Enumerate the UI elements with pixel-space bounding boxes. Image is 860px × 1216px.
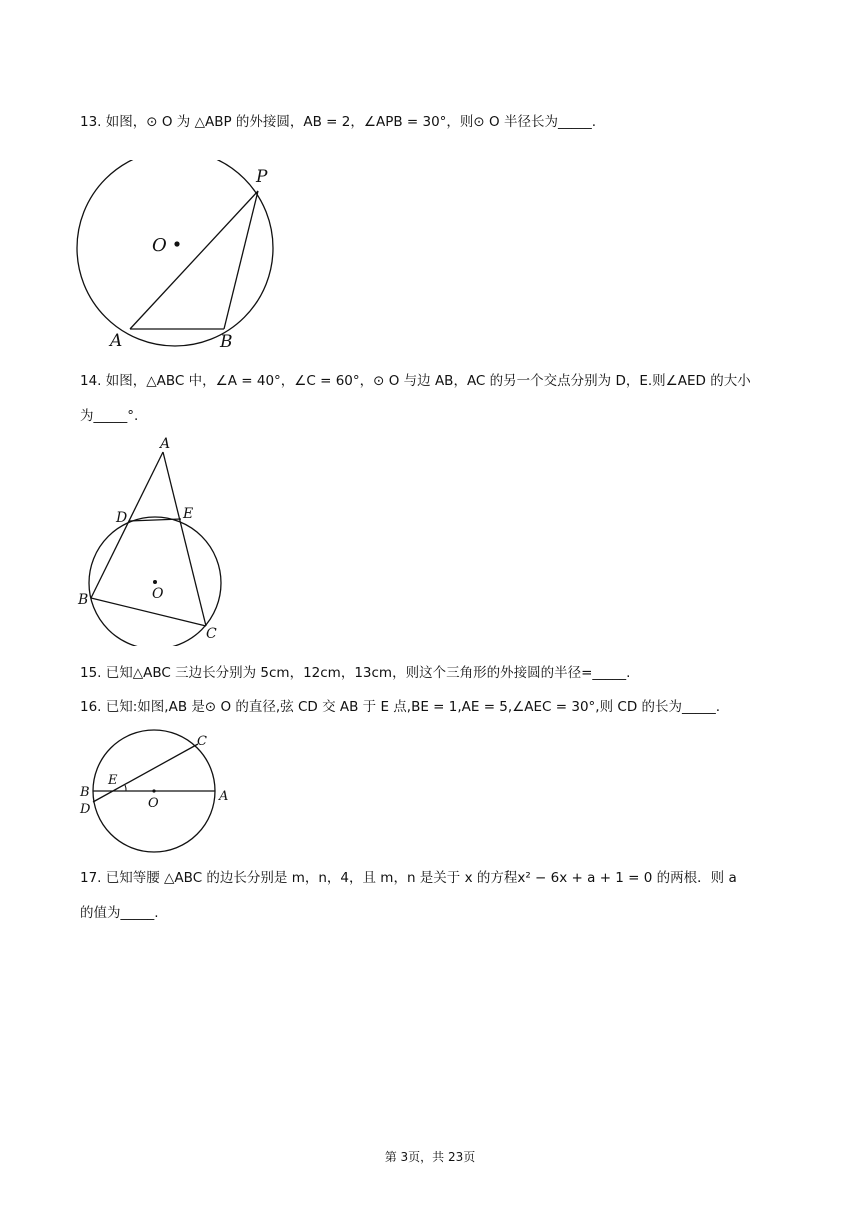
label-a: A	[160, 436, 171, 452]
figure-16	[74, 728, 244, 860]
label-e: E	[108, 773, 118, 788]
label-a: A	[219, 789, 229, 804]
question-13-text: 13. 如图，⊙ O 为 △ABP 的外接圆，AB = 2，∠APB = 30°，则⊙ O 半径长为_____.	[80, 114, 596, 130]
label-c: C	[197, 734, 207, 749]
figure-14	[74, 434, 234, 646]
label-o: O	[148, 796, 159, 811]
question-14-text-line2: 为_____°.	[80, 408, 139, 424]
question-17-text-line1: 17. 已知等腰 △ABC 的边长分别是 m，n，4，且 m，n 是关于 x 的方程x² − 6x + a + 1 = 0 的两根．则 a	[80, 870, 737, 886]
segment-ap	[130, 191, 258, 329]
label-d: D	[80, 802, 91, 817]
label-p: P	[256, 167, 268, 187]
page-footer: 第 3页，共 23页	[384, 1150, 476, 1164]
label-o: O	[152, 235, 167, 256]
label-a: A	[110, 331, 123, 351]
segment-bc	[91, 598, 206, 626]
question-14-text-line1: 14. 如图，△ABC 中，∠A = 40°，∠C = 60°，⊙ O 与边 AB，AC 的另一个交点分别为 D，E.则∠AED 的大小	[80, 373, 751, 389]
label-c: C	[206, 626, 217, 642]
question-16-text: 16. 已知:如图,AB 是⊙ O 的直径,弦 CD 交 AB 于 E 点,BE = 1,AE = 5,∠AEC = 30°,则 CD 的长为_____.	[80, 699, 721, 715]
segment-ac	[163, 452, 206, 626]
circle-o	[77, 160, 273, 346]
label-d: D	[116, 510, 128, 526]
label-e: E	[183, 506, 194, 522]
center-dot	[153, 580, 157, 584]
label-b: B	[220, 332, 233, 352]
label-o: O	[152, 586, 164, 602]
center-dot	[174, 241, 179, 246]
angle-mark	[125, 785, 126, 791]
question-17-text-line2: 的值为_____.	[80, 905, 159, 921]
figure-13	[74, 160, 284, 352]
center-dot	[152, 789, 155, 792]
label-b: B	[80, 785, 90, 800]
question-15-text: 15. 已知△ABC 三边长分别为 5cm，12cm，13cm，则这个三角形的外接圆的半径=_____.	[80, 665, 631, 681]
label-b: B	[78, 592, 89, 608]
